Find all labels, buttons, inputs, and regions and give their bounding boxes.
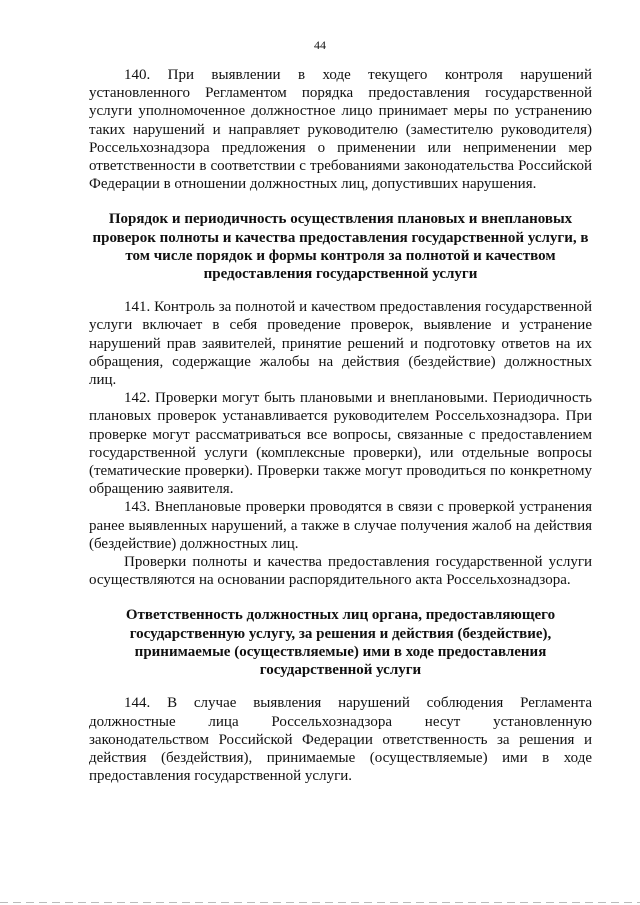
- paragraph-142: 142. Проверки могут быть плановыми и внеплановыми. Периодичность плановых проверок устанавливается руководителем Россельхознадзора. При проверке могут рассматриваться все вопросы, связанные с предоставлением государственной услуги (комплексные проверки), или отдельные вопросы (тематические проверки). Проверки также могут проводиться по конкретному обращению заявителя.: [89, 390, 592, 498]
- document-body: [89, 66, 592, 785]
- page-number: 44: [314, 38, 326, 52]
- paragraph-143-continued: Проверки полноты и качества предоставления государственной услуги осуществляются на основании распорядительного акта Россельхознадзора.: [89, 554, 592, 589]
- scan-edge-divider: [0, 902, 640, 903]
- section-heading-inspections: Порядок и периодичность осуществления плановых и внеплановых проверок полноты и качества предоставления государственной услуги, в том числе порядок и формы контроля за полнотой и качеством предоставления государственной услуги: [92, 211, 589, 283]
- paragraph-144: 144. В случае выявления нарушений соблюдения Регламента должностные лица Россельхознадзора несут установленную законодательством Российской Федерации ответственность за решения и действия (бездействия), принимаемые (осуществляемые) ими в ходе предоставления государственной услуги.: [89, 695, 592, 785]
- section-heading-responsibility: Ответственность должностных лиц органа, предоставляющего государственную услугу, за решения и действия (бездействие), принимаемые (осуществляемые) ими в ходе предоставления государственной услуги: [125, 607, 556, 679]
- paragraph-141: 141. Контроль за полнотой и качеством предоставления государственной услуги включает в себя проведение проверок, выявление и устранение нарушений прав заявителей, принятие решений и подготовку ответов на их обращения, содержащие жалобы на действия (бездействие) должностных лиц.: [89, 299, 592, 389]
- paragraph-143: 143. Внеплановые проверки проводятся в связи с проверкой устранения ранее выявленных нарушений, а также в случае получения жалоб на действия (бездействие) должностных лиц.: [89, 499, 592, 552]
- paragraph-140: 140. При выявлении в ходе текущего контроля нарушений установленного Регламентом порядка предоставления государственной услуги уполномоченное должностное лицо принимает меры по устранению таких нарушений и направляет руководителю (заместителю руководителя) Россельхознадзора предложения о применении или неприменении мер ответственности в соответствии с требованиями законодательства Российской Федерации в отношении должностных лиц, допустивших нарушения.: [89, 67, 592, 193]
